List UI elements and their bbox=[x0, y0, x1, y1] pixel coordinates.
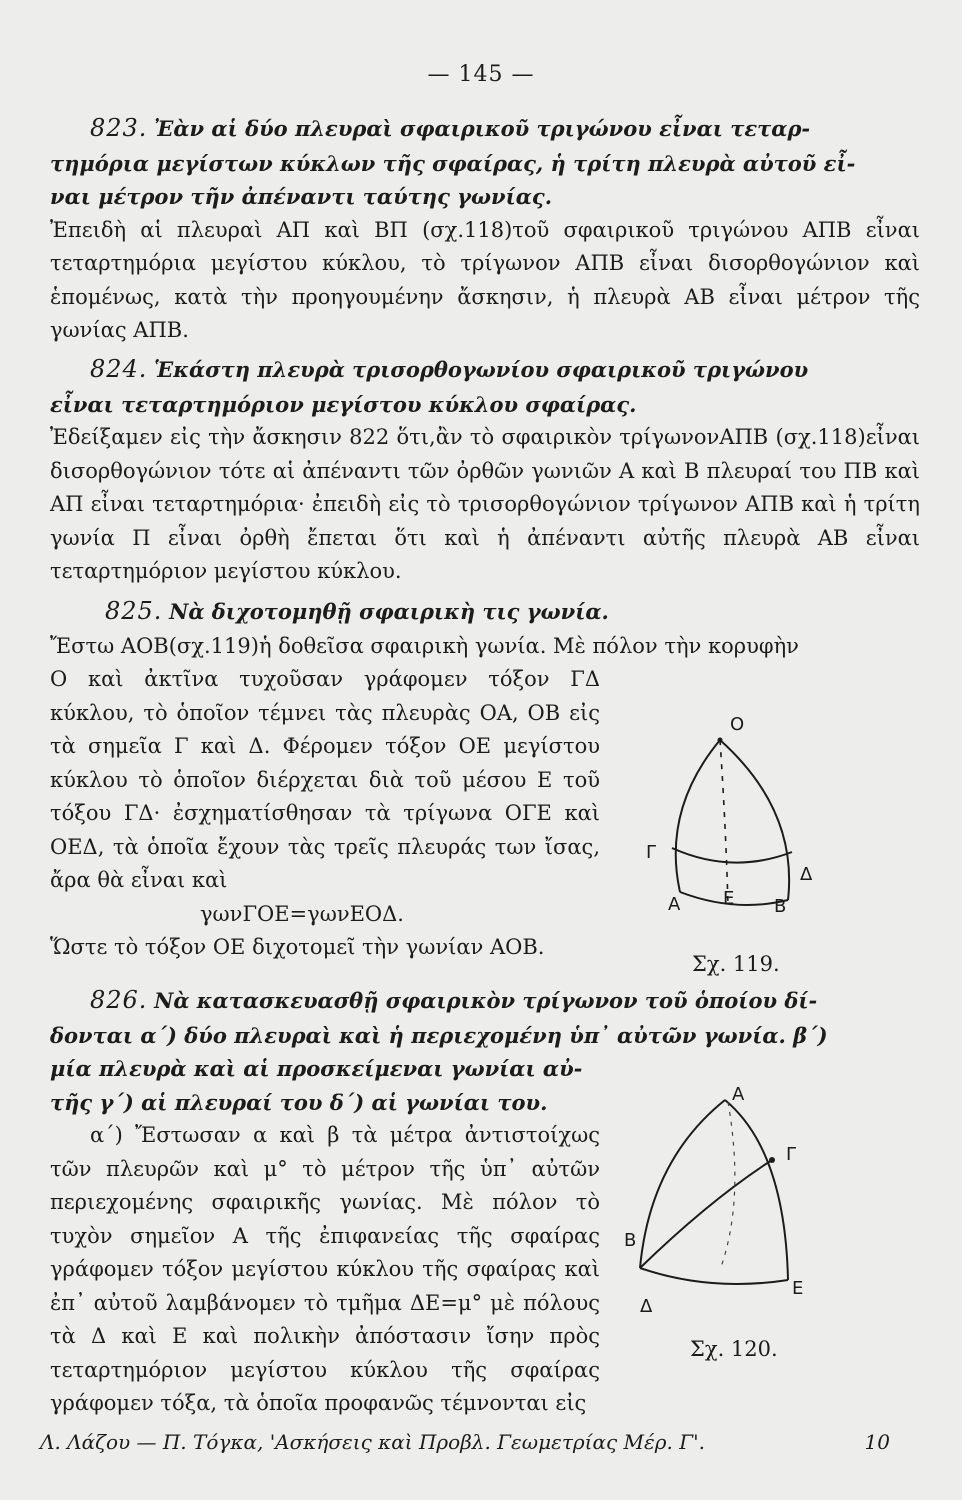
exercise-826-number: 826. bbox=[90, 986, 148, 1014]
exercise-824-body: Ἐδείξαμεν εἰς τὴν ἄσκησιν 822 ὅτι,ἂν τὸ σφαιρικὸν τρίγωνονΑΠΒ (σχ.118)εἶναι δισορθογώνιον τότε αἱ ἀπέναντι τῶν ὀρθῶν γωνιῶν Α καὶ Β πλευραί του ΠΒ καὶ ΑΠ εἶναι τεταρτημόρια· ἐπειδὴ εἰς τὸ τρισορθογώνιον τρίγωνον ΑΠΒ καὶ ἡ τρίτη γωνία Π εἶναι ὀρθὴ ἔπεται ὅτι καὶ ἡ ἀπέναντι αὐτῆς πλευρὰ ΑΒ εἶναι τεταρτημόριον μεγίστου κύκλου. bbox=[50, 425, 920, 583]
fig120-arc-AB bbox=[640, 1100, 725, 1268]
exercise-826-title-4: τῆς γ΄) αἱ πλευραί του δ΄) αἱ γωνίαι του. bbox=[50, 1089, 548, 1115]
fig120-label-D: Δ bbox=[640, 1296, 653, 1317]
exercise-825-title: Νὰ διχοτομηθῇ σφαιρικὴ τις γωνία. bbox=[169, 599, 609, 624]
exercise-823-body: Ἐπειδὴ αἱ πλευραὶ ΑΠ καὶ ΒΠ (σχ.118)τοῦ σφαιρικοῦ τριγώνου ΑΠΒ εἶναι τεταρτημόρια μεγίστου κύκλου, τὸ τρίγωνον ΑΠΒ εἶναι δισορθογώνιον καὶ ἑπομένως, κατὰ τὴν προηγουμένην ἄσκησιν, ἡ πλευρὰ ΑΒ εἶναι μέτρον τῆς γωνίας ΑΠΒ. bbox=[50, 217, 920, 342]
fig119-arc-OE bbox=[720, 740, 728, 906]
exercise-825-conclusion: Ὥστε τὸ τόξον ΟΕ διχοτομεῖ τὴν γωνίαν ΑΟΒ. bbox=[50, 935, 545, 959]
exercise-826-heading bbox=[50, 984, 920, 1019]
page-number: — 145 — bbox=[427, 62, 535, 87]
fig119-arc-GD bbox=[672, 848, 792, 863]
fig120-label-E: E bbox=[792, 1278, 804, 1299]
figure-120 bbox=[610, 1080, 830, 1330]
exercise-823-title-2: τημόρια μεγίστων κύκλων τῆς σφαίρας, ἡ τρίτη πλευρὰ αὐτοῦ εἶ- bbox=[50, 150, 856, 176]
exercise-826-title-1: Νὰ κατασκευασθῇ σφαιρικὸν τρίγωνον τοῦ ὁποίου δί- bbox=[154, 988, 818, 1013]
figure-120-caption: Σχ. 120. bbox=[690, 1337, 778, 1361]
exercise-825-formula: γωνΓΟΕ=γωνΕΟΔ. bbox=[200, 901, 404, 926]
fig120-label-G: Γ bbox=[786, 1144, 797, 1165]
exercise-823-number: 823. bbox=[90, 114, 148, 142]
exercise-824-title-2: εἶναι τεταρτημόριον μεγίστου κύκλου σφαίρας. bbox=[50, 391, 637, 417]
fig120-arc-BG bbox=[640, 1160, 772, 1268]
exercise-824-title-1: Ἑκάστη πλευρὰ τρισορθογωνίου σφαιρικοῦ τριγώνου bbox=[154, 357, 809, 382]
fig120-label-B: B bbox=[624, 1230, 637, 1251]
fig119-label-A: A bbox=[668, 894, 681, 915]
exercise-826-title-2: δονται α΄) δύο πλευραὶ καὶ ἡ περιεχομένη ὑπ᾽ αὐτῶν γωνία. β΄) bbox=[50, 1022, 828, 1048]
fig119-label-B: B bbox=[774, 896, 787, 917]
fig119-label-E: E bbox=[723, 888, 735, 909]
exercise-824-heading bbox=[50, 353, 920, 388]
exercise-824 bbox=[50, 353, 920, 589]
exercise-825-heading bbox=[50, 595, 920, 630]
exercise-823 bbox=[50, 112, 920, 348]
footer-signature-number: 10 bbox=[864, 1430, 890, 1454]
page-footer bbox=[40, 1430, 920, 1454]
fig119-label-G: Γ bbox=[646, 842, 657, 863]
figure-119 bbox=[640, 700, 840, 920]
exercise-825-body: Ο καὶ ἀκτῖνα τυχοῦσαν γράφομεν τόξον ΓΔ κύκλου, τὸ ὁποῖον τέμνει τὰς πλευρὰς ΟΑ, ΟΒ εἰς τὰ σημεῖα Γ καὶ Δ. Φέρομεν τόξον ΟΕ μεγίστου κύκλου τὸ ὁποῖον διέρχεται διὰ τοῦ μέσου Ε τοῦ τόξου ΓΔ· ἐσχηματίσθησαν τὰ τρίγωνα ΟΓΕ καὶ ΟΕΔ, τὰ ὁποῖα ἔχουν τὰς τρεῖς πλευράς των ἴσας, ἄρα θὰ εἶναι καὶ bbox=[50, 667, 600, 892]
exercise-824-number: 824. bbox=[90, 355, 148, 383]
exercise-823-title-1: Ἐὰν αἱ δύο πλευραὶ σφαιρικοῦ τριγώνου εἶναι τεταρ- bbox=[154, 116, 811, 141]
exercise-823-title-3: ναι μέτρον τῆν ἀπέναντι ταύτης γωνίας. bbox=[50, 184, 553, 209]
footer-text: Λ. Λάζου — Π. Τόγκα, 'Ασκήσεις καὶ Προβλ. Γεωμετρίας Μέρ. Γ'. bbox=[40, 1430, 705, 1454]
fig119-arc-OA bbox=[676, 740, 720, 892]
exercise-825-number: 825. bbox=[105, 597, 163, 625]
fig120-point-G bbox=[769, 1157, 775, 1163]
fig120-arc-AG bbox=[725, 1100, 788, 1280]
fig119-point-O bbox=[718, 738, 723, 743]
fig119-label-D: Δ bbox=[800, 864, 813, 885]
fig120-guide-arc bbox=[720, 1102, 735, 1270]
figure-119-caption: Σχ. 119. bbox=[692, 952, 780, 976]
exercise-826-body: α΄) Ἔστωσαν α καὶ β τὰ μέτρα ἀντιστοίχως τῶν πλευρῶν καὶ μ° τὸ μέτρον τῆς ὑπ᾽ αὐτῶν περιεχομένης σφαιρικῆς γωνίας. Μὲ πόλον τὸ τυχὸν σημεῖον Α τῆς ἐπιφανείας τῆς σφαίρας γράφομεν τόξον μεγίστου κύκλου τῆς σφαίρας καὶ ἐπ᾽ αὐτοῦ λαμβάνομεν τὸ τμῆμα ΔΕ=μ° μὲ πόλους τὰ Δ καὶ Ε καὶ πολικὴν ἀπόστασιν ἴσην πρὸς τεταρτημόριον μεγίστου κύκλου τῆς σφαίρας γράφομεν τόξα, τὰ ὁποῖα προφανῶς τέμνονται εἰς bbox=[50, 1123, 600, 1415]
exercise-823-heading bbox=[50, 112, 920, 147]
fig119-label-O: O bbox=[730, 714, 745, 735]
exercise-825-line-1: Ἔστω ΑΟΒ(σχ.119)ἡ δοθεῖσα σφαιρικὴ γωνία. Μὲ πόλον τὴν κορυφὴν bbox=[50, 633, 799, 658]
fig120-arc-BE bbox=[640, 1268, 788, 1284]
fig119-arc-OB bbox=[720, 740, 789, 900]
fig120-label-A: A bbox=[732, 1084, 745, 1105]
exercise-826-title-3: μία πλευρὰ καὶ αἱ προσκείμεναι γωνίαι αὐ- bbox=[50, 1056, 583, 1081]
